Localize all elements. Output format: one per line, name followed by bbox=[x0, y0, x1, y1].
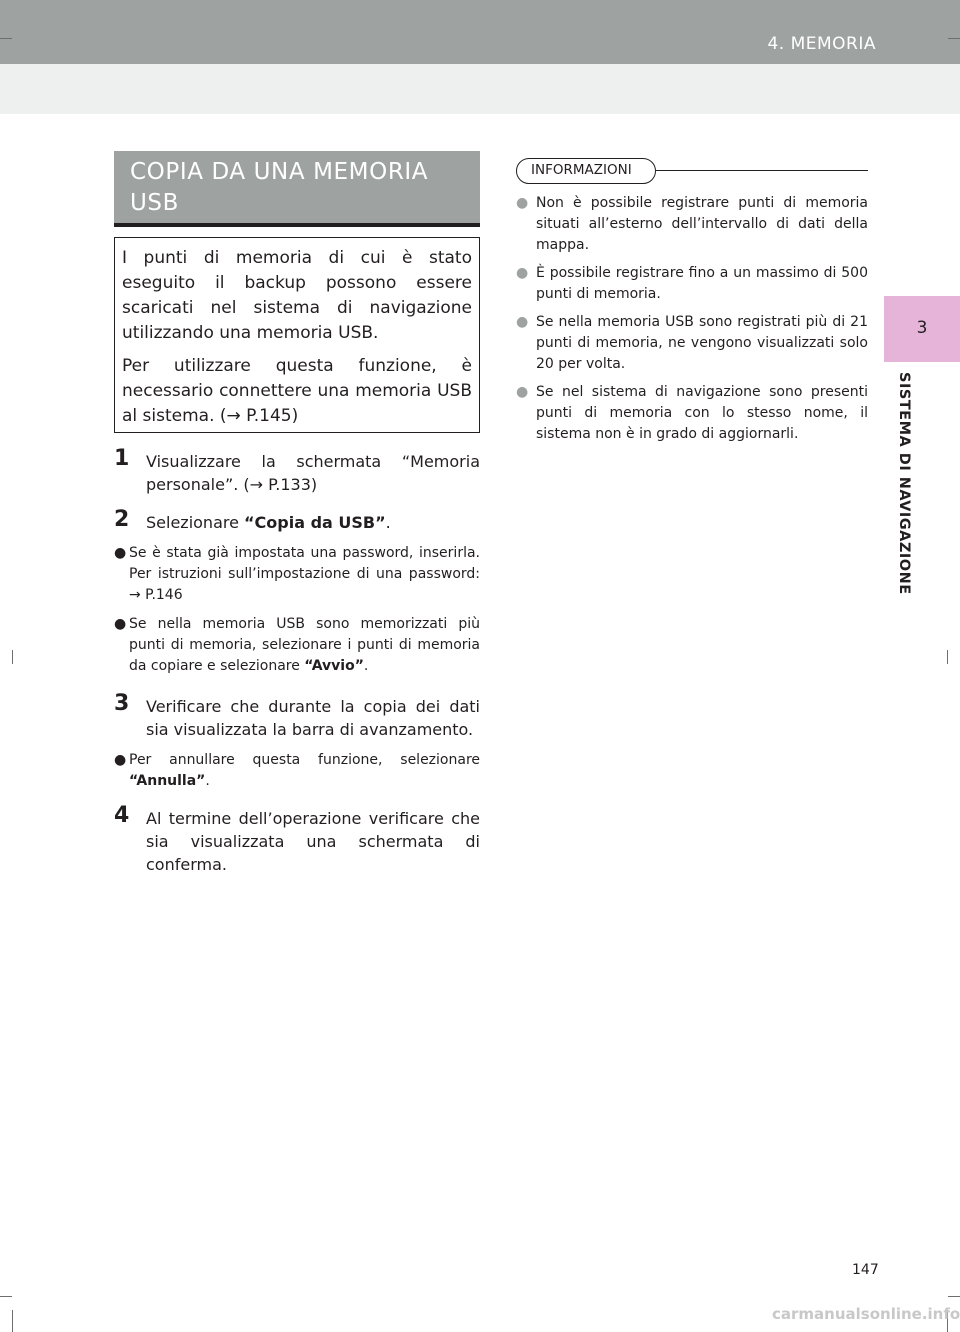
chapter-title: 4. MEMORIA bbox=[767, 34, 876, 54]
note-bullet bbox=[114, 614, 480, 677]
menu-option-label: “Avvio” bbox=[304, 658, 364, 674]
step-number: 3 bbox=[114, 691, 130, 716]
crop-mark bbox=[12, 1310, 13, 1332]
info-heading-rule bbox=[656, 170, 868, 171]
info-text: È possibile registrare fino a un massimo di 500 punti di memoria. bbox=[536, 265, 868, 302]
step-text-part: . bbox=[385, 513, 391, 532]
bullet-icon: ● bbox=[114, 545, 127, 561]
bullet-icon: ● bbox=[114, 616, 127, 632]
section-title-rule bbox=[114, 223, 480, 227]
crop-mark bbox=[948, 38, 960, 39]
intro-box bbox=[114, 237, 480, 433]
step-number: 2 bbox=[114, 507, 130, 532]
info-item bbox=[516, 312, 868, 375]
header-subband bbox=[0, 64, 960, 114]
info-text: Se nella memoria USB sono registrati più di 21 punti di memoria, ne vengono visualizzati solo 20 per volta. bbox=[536, 314, 868, 372]
bullet-icon: ● bbox=[516, 195, 529, 211]
note-bullet bbox=[114, 750, 480, 792]
crop-mark bbox=[0, 1296, 12, 1297]
crop-mark bbox=[0, 38, 12, 39]
crop-mark bbox=[947, 650, 948, 664]
note-text: Se è stata già impostata una password, inserirla. Per istruzioni sull’impostazione di una password: → P.146 bbox=[129, 545, 480, 603]
intro-paragraph: I punti di memoria di cui è stato eseguito il backup possono essere scaricati nel sistema di navigazione utilizzando una memoria USB. bbox=[122, 248, 472, 343]
note-bullet bbox=[114, 543, 480, 606]
info-text: Non è possibile registrare punti di memoria situati all’esterno dell’intervallo di dati della mappa. bbox=[536, 195, 868, 253]
info-item bbox=[516, 382, 868, 445]
note-text-part: Per annullare questa funzione, selezionare bbox=[129, 752, 480, 768]
note-text-part: . bbox=[205, 773, 210, 789]
step-text-part: Selezionare bbox=[146, 513, 245, 532]
chapter-side-label bbox=[896, 372, 926, 612]
step-1 bbox=[114, 446, 480, 496]
step-2 bbox=[114, 507, 480, 534]
note-text bbox=[129, 614, 480, 677]
step-4 bbox=[114, 803, 480, 876]
note-text bbox=[129, 750, 480, 792]
step-text: Visualizzare la schermata “Memoria personale”. (→ P.133) bbox=[146, 452, 480, 494]
note-text-part: . bbox=[363, 658, 369, 674]
intro-paragraph: Per utilizzare questa funzione, è necessario connettere una memoria USB al sistema. (→ P.145) bbox=[122, 356, 472, 426]
note-text-part: Se nella memoria USB sono memorizzati più punti di memoria, selezionare i punti di memoria da copiare e selezionare bbox=[129, 616, 480, 674]
crop-mark bbox=[12, 650, 13, 664]
bullet-icon: ● bbox=[516, 314, 529, 330]
section-title: COPIA DA UNA MEMORIA USB bbox=[114, 151, 480, 223]
crop-mark bbox=[948, 1296, 960, 1297]
step-3 bbox=[114, 691, 480, 741]
chapter-tab-number: 3 bbox=[916, 318, 928, 338]
chapter-side-label-text: SISTEMA DI NAVIGAZIONE bbox=[896, 372, 912, 595]
info-heading: INFORMAZIONI bbox=[516, 158, 656, 184]
info-text: Se nel sistema di navigazione sono presenti punti di memoria con lo stesso nome, il sistema non è in grado di aggiornarli. bbox=[536, 384, 868, 442]
menu-option-label: “Copia da USB” bbox=[244, 513, 386, 532]
step-number: 4 bbox=[114, 803, 130, 828]
bullet-icon: ● bbox=[516, 384, 529, 400]
watermark: carmanualsonline.info bbox=[772, 1305, 960, 1323]
page-number: 147 bbox=[852, 1262, 879, 1278]
bullet-icon: ● bbox=[114, 752, 127, 768]
info-item bbox=[516, 193, 868, 256]
chapter-tab bbox=[884, 296, 960, 362]
info-item bbox=[516, 263, 868, 305]
step-number: 1 bbox=[114, 446, 130, 471]
menu-option-label: “Annulla” bbox=[129, 773, 206, 789]
step-text: Verificare che durante la copia dei dati sia visualizzata la barra di avanzamento. bbox=[146, 697, 480, 739]
bullet-icon: ● bbox=[516, 265, 529, 281]
step-text bbox=[146, 511, 480, 534]
header-band bbox=[0, 0, 960, 64]
step-text: Al termine dell’operazione verificare che sia visualizzata una schermata di conferma. bbox=[146, 809, 480, 874]
